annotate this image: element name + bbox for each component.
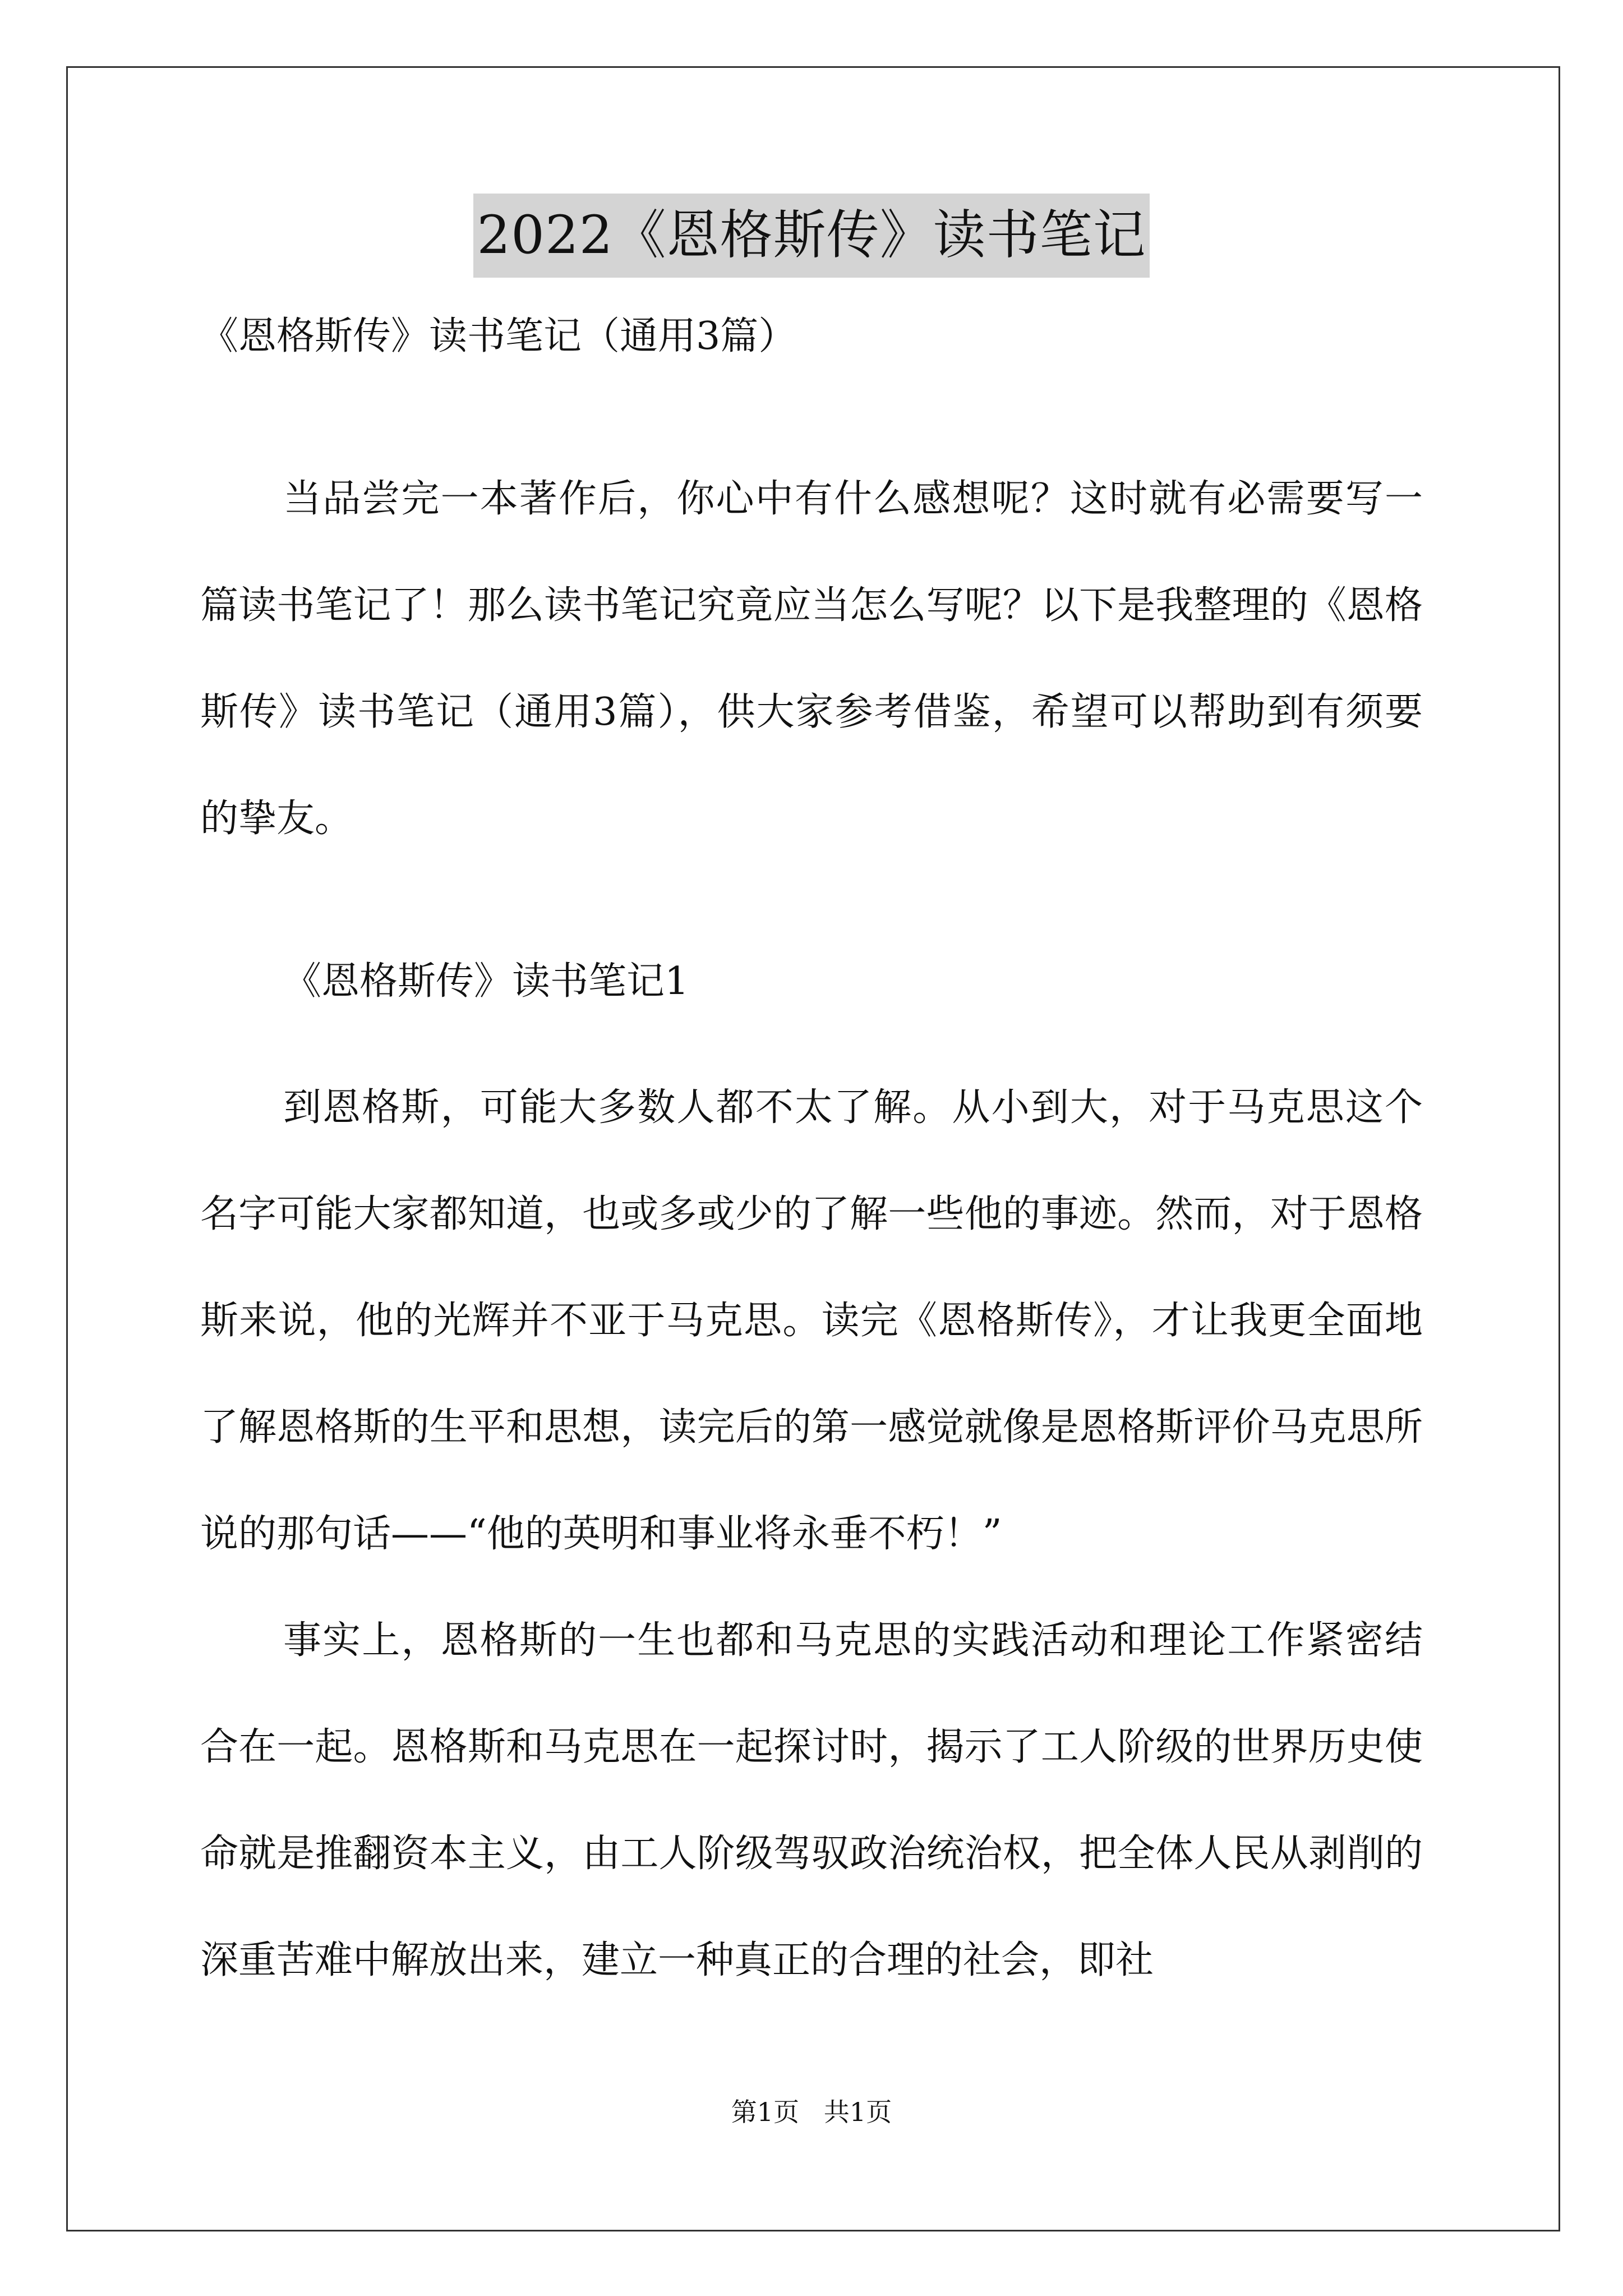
body-paragraph-1: 到恩格斯，可能大多数人都不太了解。从小到大，对于马克思这个名字可能大家都知道，也或多或少的了解一些他的事迹。然而，对于恩格斯来说，他的光辉并不亚于马克思。读完《恩格斯传》，才让我更全面地了解恩格斯的生平和思想，读完后的第一感觉就像是恩格斯评价马克思所说的那句话——“他的英明和事业将永垂不朽！”: [200, 1085, 1423, 1556]
intro-paragraph: 当品尝完一本著作后，你心中有什么感想呢？这时就有必需要写一篇读书笔记了！那么读书笔记究竟应当怎么写呢？以下是我整理的《恩格斯传》读书笔记（通用3篇），供大家参考借鉴，希望可以帮助到有须要的挚友。: [200, 477, 1423, 841]
page-footer: 第1页 共1页: [731, 2097, 892, 2127]
section-heading: 《恩格斯传》读书笔记1: [283, 959, 689, 1004]
title-container: [0, 194, 1623, 278]
document-title: 2022《恩格斯传》读书笔记: [473, 194, 1149, 278]
body-paragraph-2: 事实上，恩格斯的一生也都和马克思的实践活动和理论工作紧密结合在一起。恩格斯和马克思在一起探讨时，揭示了工人阶级的世界历史使命就是推翻资本主义，由工人阶级驾驭政治统治权，把全体人民从剥削的深重苦难中解放出来，建立一种真正的合理的社会，即社: [200, 1618, 1423, 1982]
document-subtitle: 《恩格斯传》读书笔记（通用3篇）: [200, 314, 797, 358]
